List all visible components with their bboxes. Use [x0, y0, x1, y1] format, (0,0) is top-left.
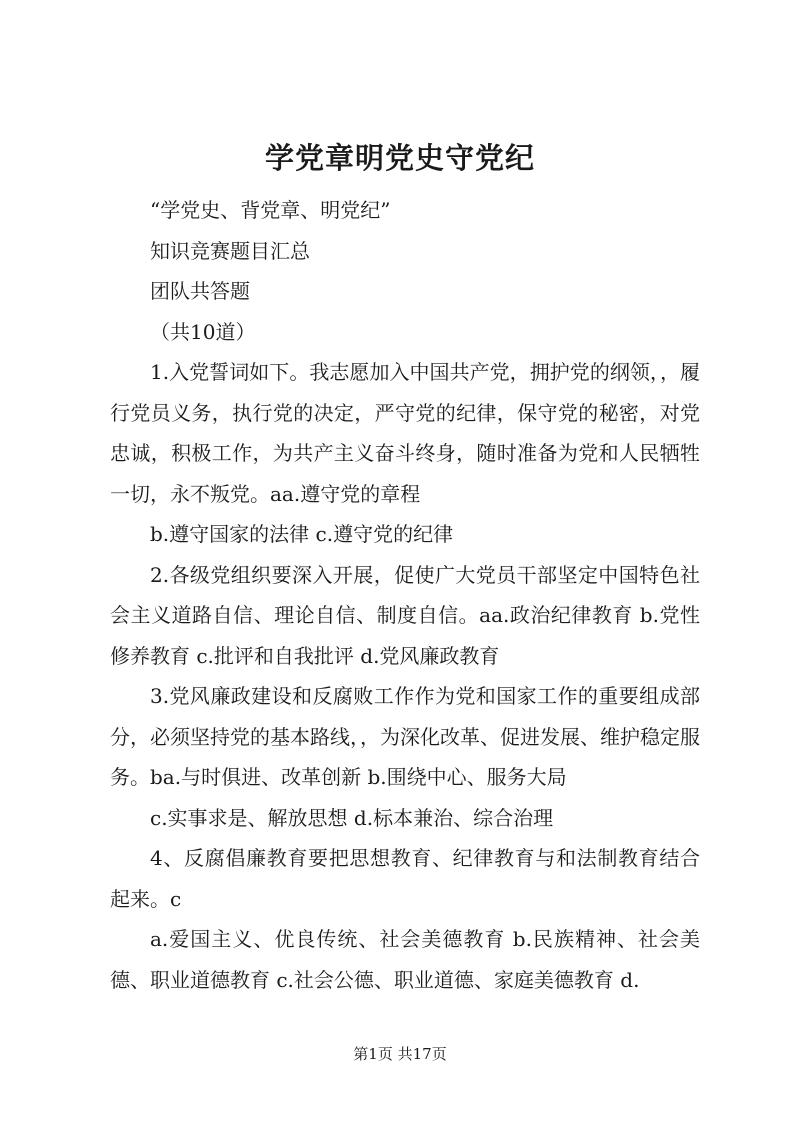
question-paragraph: 3.党风廉政建设和反腐败工作作为党和国家工作的重要组成部分，必须坚持党的基本路线，，为深化改革、促进发展、维护稳定服务。ba.与时俱进、改革创新 b.围绕中心、服务大局: [110, 684, 700, 789]
options-paragraph: c.实事求是、解放思想 d.标本兼治、综合治理: [150, 805, 554, 830]
document-title: 学党章明党史守党纪: [264, 141, 535, 175]
options-paragraph: a.爱国主义、优良传统、社会美德教育 b.民族精神、社会美德、职业道德教育 c.社会公德、职业道德、家庭美德教育 d.: [110, 927, 700, 992]
question-paragraph: 4、反腐倡廉教育要把思想教育、纪律教育与和法制教育结合起来。c: [110, 846, 700, 911]
options-paragraph: b.遵守国家的法律 c.遵守党的纪律: [150, 522, 454, 546]
document-body: [110, 190, 700, 1000]
subtitle-line: 知识竞赛题目汇总: [150, 238, 310, 263]
page-footer: 第1页 共17页: [353, 1045, 447, 1063]
question-count: （共10道）: [150, 319, 256, 344]
subtitle-line: “学党史、背党章、明党纪”: [150, 198, 391, 222]
question-paragraph: 1.入党誓词如下。我志愿加入中国共产党，拥护党的纲领，，履行党员义务，执行党的决定，严守党的纪律，保守党的秘密，对党忠诚，积极工作，为共产主义奋斗终身，随时准备为党和人民牺牲一切，永不叛党。aa.遵守党的章程: [110, 360, 700, 506]
question-paragraph: 2.各级党组织要深入开展，促使广大党员干部坚定中国特色社会主义道路自信、理论自信、制度自信。aa.政治纪律教育 b.党性修养教育 c.批评和自我批评 d.党风廉政教育: [110, 562, 700, 668]
section-heading: 团队共答题: [150, 279, 250, 303]
